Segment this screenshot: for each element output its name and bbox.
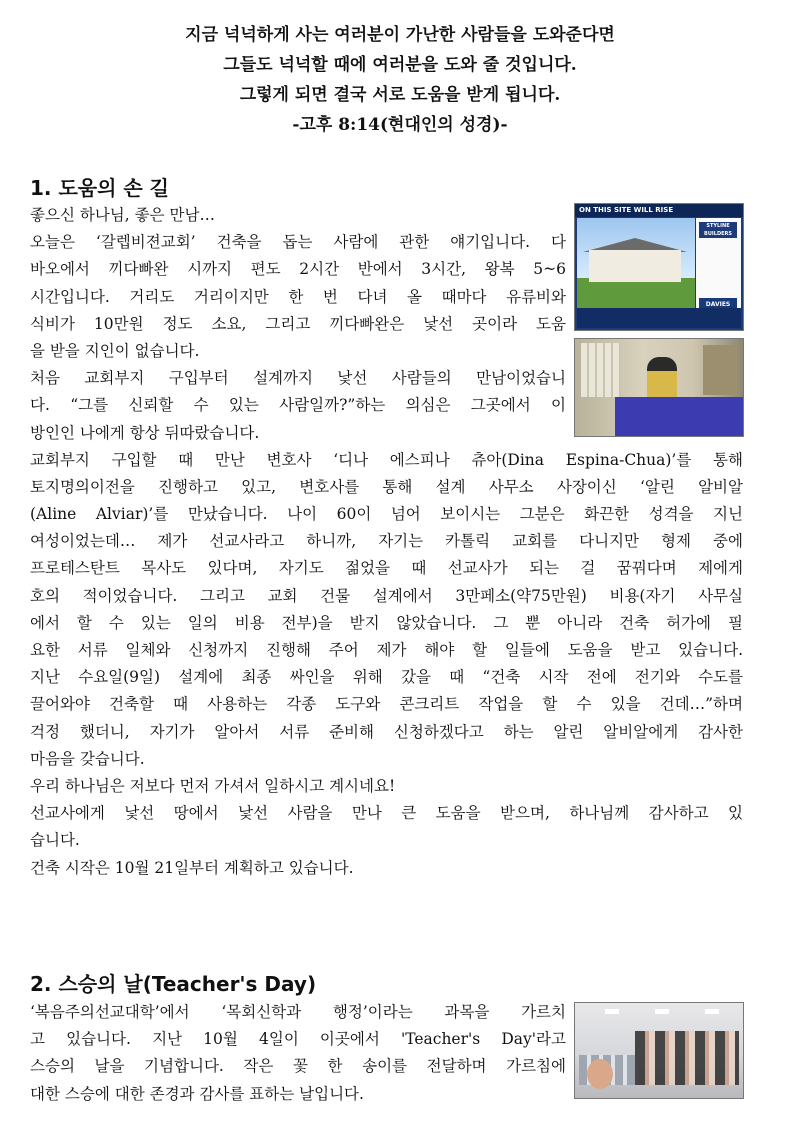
section2-heading: 2. 스승의 날(Teacher's Day) (30, 972, 317, 996)
text-line: 바오에서 끼다빠완 시까지 편도 2시간 반에서 3시간, 왕복 5~6 (30, 260, 566, 279)
text-line: 스승의 날을 기념합니다. 작은 꽃 한 송이를 전달하며 가르침에 (30, 1057, 566, 1076)
sign-banner: ON THIS SITE WILL RISE (575, 204, 744, 217)
text-line: 교회부지 구입할 때 만난 변호사 ‘디나 에스피나 츄아(Dina Espina-Chua)’를 통해 (30, 450, 743, 469)
construction-sign-photo (574, 203, 744, 331)
text-line: 식비가 10만원 정도 소요, 그리고 끼다빠완은 낯선 곳이라 도움 (30, 314, 566, 333)
text-line: 좋으신 하나님, 좋은 만남… (30, 206, 215, 224)
text-line: 선교사에게 낯선 땅에서 낯선 사람을 만나 큰 도움을 받으며, 하나님께 감사하고 있 (30, 804, 743, 823)
text-line: 을 받을 지인이 없습니다. (30, 341, 200, 360)
text-line: 호의 적이었습니다. 그리고 교회 건물 설계에서 3만페소(약75만원) 비용(자기 사무실 (30, 586, 743, 605)
davies-badge: DAVIES (699, 298, 737, 312)
text-line: 걱정 했더니, 자기가 알아서 서류 준비해 신청하겠다고 하는 알린 알비알에게 감사한 (30, 722, 743, 741)
text-line: 건축 시작은 10월 21일부터 계획하고 있습니다. (30, 858, 354, 877)
text-line: 여성이었는데… 제가 선교사라고 하니까, 자기는 카톨릭 교회를 다니지만 형제 중에 (30, 532, 743, 551)
text-line: 시간입니다. 거리도 거리이지만 한 번 다녀 올 때마다 유류비와 (30, 287, 566, 306)
text-line: 다. “그를 신뢰할 수 있는 사람일까?”하는 의심은 그곳에서 이 (30, 396, 566, 415)
text-line: 지난 수요일(9일) 설계에 최종 싸인을 위해 갔을 때 “건축 시작 전에 전기와 수도를 (30, 668, 743, 687)
verse-line: 그렇게 되면 결국 서로 도움을 받게 됩니다. (239, 85, 561, 105)
verse-line: 그들도 넉넉할 때에 여러분을 도와 줄 것입니다. (223, 55, 577, 75)
verse-line: 지금 넉넉하게 사는 여러분이 가난한 사람들을 도와준다면 (185, 25, 615, 45)
text-line: ‘복음주의선교대학’에서 ‘목회신학과 행정’이라는 과목을 가르치 (30, 1003, 566, 1021)
text-line: (Aline Alviar)’를 만났습니다. 나이 60이 넘어 보이시는 그분은 화끈한 성격을 지닌 (30, 505, 743, 524)
classroom-photo (574, 1002, 744, 1099)
text-line: 마음을 갖습니다. (30, 749, 145, 768)
text-line: 토지명의이전을 진행하고 있고, 변호사를 통해 설계 사무소 사장이신 ‘알린 알비알 (30, 477, 743, 496)
text-line: 프로테스탄트 목사도 있다며, 자기도 젊었을 때 선교사가 되는 걸 꿈꿔다며 제에게 (30, 559, 743, 578)
builder-logo: STYLINE BUILDERS (699, 222, 737, 238)
verse-reference: -고후 8:14(현대인의 성경)- (292, 115, 508, 135)
text-line: 오늘은 ‘갈렙비젼교회’ 건축을 돕는 사람에 관한 얘기입니다. 다 (30, 233, 566, 252)
text-line: 처음 교회부지 구입부터 설계까지 낯선 사람들의 만남이었습니 (30, 369, 566, 388)
bible-verse (0, 20, 800, 140)
text-line: 우리 하나님은 저보다 먼저 가셔서 일하시고 계시네요! (30, 776, 396, 795)
text-line: 에서 할 수 있는 일의 비용 전부)을 받지 않았습니다. 그 뿐 아니라 건축 허가에 필 (30, 613, 743, 632)
text-line: 고 있습니다. 지난 10월 4일이 이곳에서 'Teacher's Day'라고 (30, 1030, 566, 1049)
text-line: 방인인 나에게 항상 뒤따랐습니다. (30, 423, 260, 442)
text-line: 대한 스승에 대한 존경과 감사를 표하는 날입니다. (30, 1084, 364, 1103)
text-line: 끌어와야 건축할 때 사용하는 각종 도구와 콘크리트 작업을 할 수 있을 건데…”하며 (30, 695, 743, 714)
text-line: 습니다. (30, 831, 80, 850)
office-worker-photo (574, 338, 744, 437)
section1-heading: 1. 도움의 손 길 (30, 176, 170, 200)
text-line: 요한 서류 일체와 신청까지 진행해 주어 제가 해야 할 일들에 도움을 받고 있습니다. (30, 641, 743, 659)
